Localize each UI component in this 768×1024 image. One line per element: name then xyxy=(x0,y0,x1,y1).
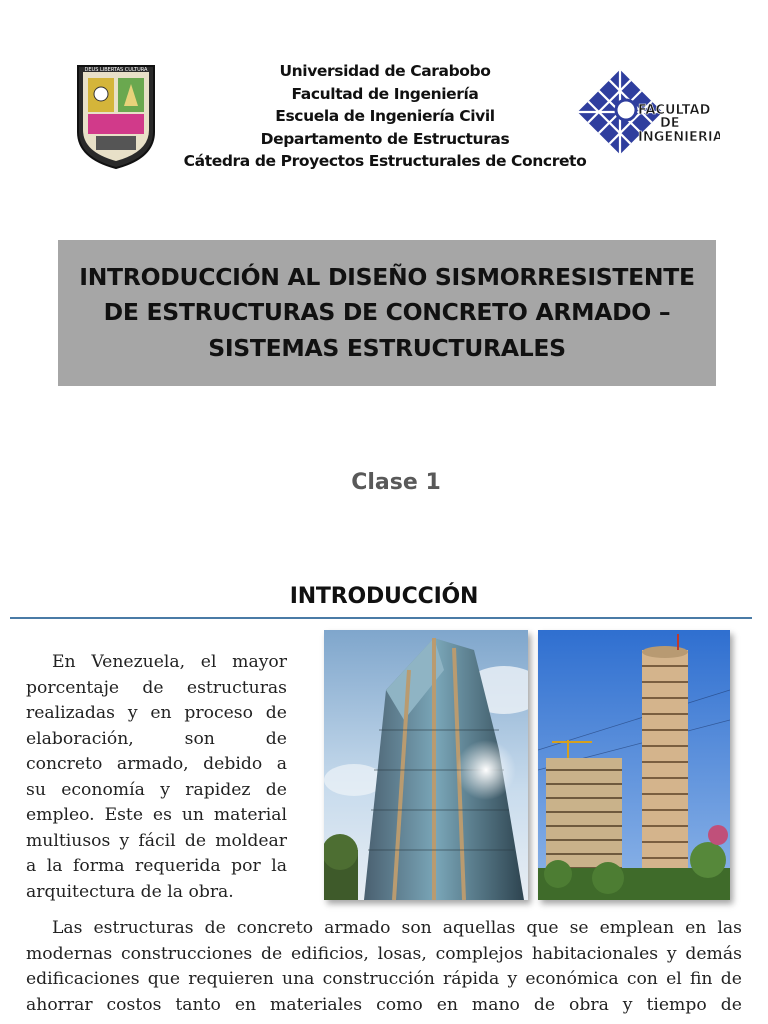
paragraph-line: multiusos y fácil de moldear xyxy=(26,830,287,851)
department-name: Departamento de Estructuras xyxy=(260,129,510,148)
paragraph-line: modernas construcciones de edificios, losas, complejos habitacionales y demás xyxy=(26,943,742,964)
institution-header xyxy=(170,60,600,173)
paragraph-line: su economía y rapidez de xyxy=(26,779,287,800)
university-seal-logo xyxy=(74,62,158,170)
paragraph-line: arquitectura de la obra. xyxy=(26,881,234,902)
title-line: DE ESTRUCTURAS DE CONCRETO ARMADO – xyxy=(103,298,671,327)
faculty-logo-word-2: DE xyxy=(660,116,680,131)
paragraph-line: concreto armado, debido a xyxy=(26,754,287,774)
paragraph-line: edificaciones que requieren una construcción rápida y económica con el fin de xyxy=(26,969,742,989)
section-divider xyxy=(10,617,752,619)
paragraph-line: Las estructuras de concreto armado son aquellas que se emplean en las xyxy=(52,918,742,938)
class-label: Clase 1 xyxy=(351,470,441,495)
chair-name: Cátedra de Proyectos Estructurales de Concreto xyxy=(183,152,587,171)
title-line: SISTEMAS ESTRUCTURALES xyxy=(208,333,566,362)
paragraph-line: En Venezuela, el mayor xyxy=(52,652,287,672)
paragraph-line: porcentaje de estructuras xyxy=(26,677,287,698)
paragraph-line: empleo. Este es un material xyxy=(26,805,287,825)
body-paragraph xyxy=(26,916,742,1018)
faculty-name: Facultad de Ingeniería xyxy=(291,84,479,103)
paragraph-line: elaboración, son de xyxy=(26,728,287,749)
title-line: INTRODUCCIÓN AL DISEÑO SISMORRESISTENTE xyxy=(79,262,695,291)
glass-tower-photo xyxy=(324,630,528,900)
faculty-logo-word-3: INGENIERIA xyxy=(638,130,720,145)
document-title xyxy=(79,260,695,367)
section-heading: INTRODUCCIÓN xyxy=(289,584,479,609)
university-name: Universidad de Carabobo xyxy=(279,62,491,80)
paragraph-line: realizadas y en proceso de xyxy=(26,703,287,723)
paragraph-line: a la forma requerida por la xyxy=(26,856,287,876)
seal-motto: DEUS LIBERTAS CULTURA xyxy=(84,67,148,73)
faculty-logo xyxy=(574,64,720,160)
faculty-logo-word-1: FACULTAD xyxy=(638,103,711,118)
document-title-box xyxy=(58,240,716,386)
paragraph-line: ahorrar costos tanto en materiales como en mano de obra y tiempo de xyxy=(26,994,742,1015)
construction-towers-photo xyxy=(538,630,730,900)
school-name: Escuela de Ingeniería Civil xyxy=(275,107,495,126)
intro-paragraph xyxy=(26,650,287,905)
